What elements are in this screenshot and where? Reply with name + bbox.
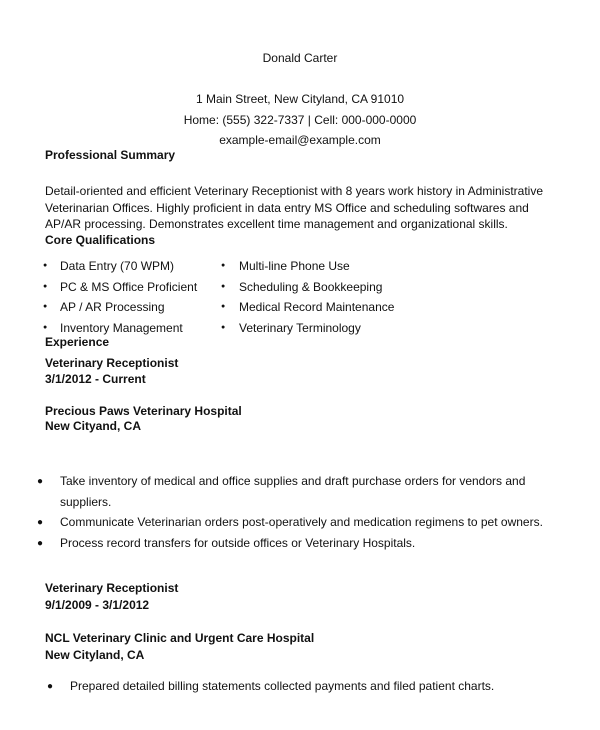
email: example-email@example.com bbox=[219, 133, 381, 147]
bullet-icon: ● bbox=[37, 517, 44, 528]
duty-item: Take inventory of medical and office supplies and draft purchase orders for vendors and bbox=[60, 474, 526, 488]
address: 1 Main Street, New Cityland, CA 91010 bbox=[195, 92, 405, 106]
job-dates: 3/1/2012 - Current bbox=[45, 372, 146, 386]
duty-item: Prepared detailed billing statements collected payments and filed patient charts. bbox=[70, 679, 495, 693]
qualification-item: Scheduling & Bookkeeping bbox=[239, 280, 383, 294]
bullet-icon: ● bbox=[221, 283, 226, 290]
employer: Precious Paws Veterinary Hospital bbox=[45, 404, 242, 418]
bullet-icon: ● bbox=[37, 476, 44, 487]
job-title: Veterinary Receptionist bbox=[45, 356, 179, 370]
qualification-item: Multi-line Phone Use bbox=[239, 259, 350, 273]
bullet-icon: ● bbox=[37, 538, 44, 549]
candidate-name: Donald Carter bbox=[262, 51, 338, 65]
employer: NCL Veterinary Clinic and Urgent Care Hospital bbox=[45, 631, 315, 645]
bullet-icon: ● bbox=[221, 303, 226, 310]
qualification-item: Veterinary Terminology bbox=[239, 321, 361, 335]
job-dates: 9/1/2009 - 3/1/2012 bbox=[45, 598, 150, 612]
duty-item-continuation: suppliers. bbox=[60, 495, 112, 509]
qualification-item: AP / AR Processing bbox=[60, 300, 165, 314]
bullet-icon: ● bbox=[221, 262, 226, 269]
phone: Home: (555) 322-7337 | Cell: 000-000-0000 bbox=[183, 113, 417, 127]
summary-heading: Professional Summary bbox=[45, 148, 176, 162]
bullet-icon: ● bbox=[47, 681, 54, 692]
qualifications-heading: Core Qualifications bbox=[45, 233, 156, 247]
qualification-item: Medical Record Maintenance bbox=[239, 300, 395, 314]
job-title: Veterinary Receptionist bbox=[45, 581, 179, 595]
duty-item: Communicate Veterinarian orders post-operatively and medication regimens to pet owners. bbox=[60, 515, 543, 529]
duty-item: Process record transfers for outside offices or Veterinary Hospitals. bbox=[60, 536, 416, 550]
bullet-icon: ● bbox=[43, 303, 48, 310]
job-location: New Cityand, CA bbox=[45, 419, 142, 433]
qualification-item: Inventory Management bbox=[60, 321, 183, 335]
summary-text: Detail-oriented and efficient Veterinary Receptionist with 8 years work history in Administrative Veterinarian Offices. Highly proficient in data entry MS Office and scheduling softwares and AP/AR processing. Demonstrates excellent time management and organizational skills. bbox=[45, 184, 544, 231]
experience-heading: Experience bbox=[45, 335, 110, 349]
job-location: New Cityland, CA bbox=[45, 648, 145, 662]
bullet-icon: ● bbox=[43, 283, 48, 290]
bullet-icon: ● bbox=[43, 324, 48, 331]
qualification-item: Data Entry (70 WPM) bbox=[60, 259, 175, 273]
bullet-icon: ● bbox=[43, 262, 48, 269]
qualification-item: PC & MS Office Proficient bbox=[60, 280, 198, 294]
bullet-icon: ● bbox=[221, 324, 226, 331]
